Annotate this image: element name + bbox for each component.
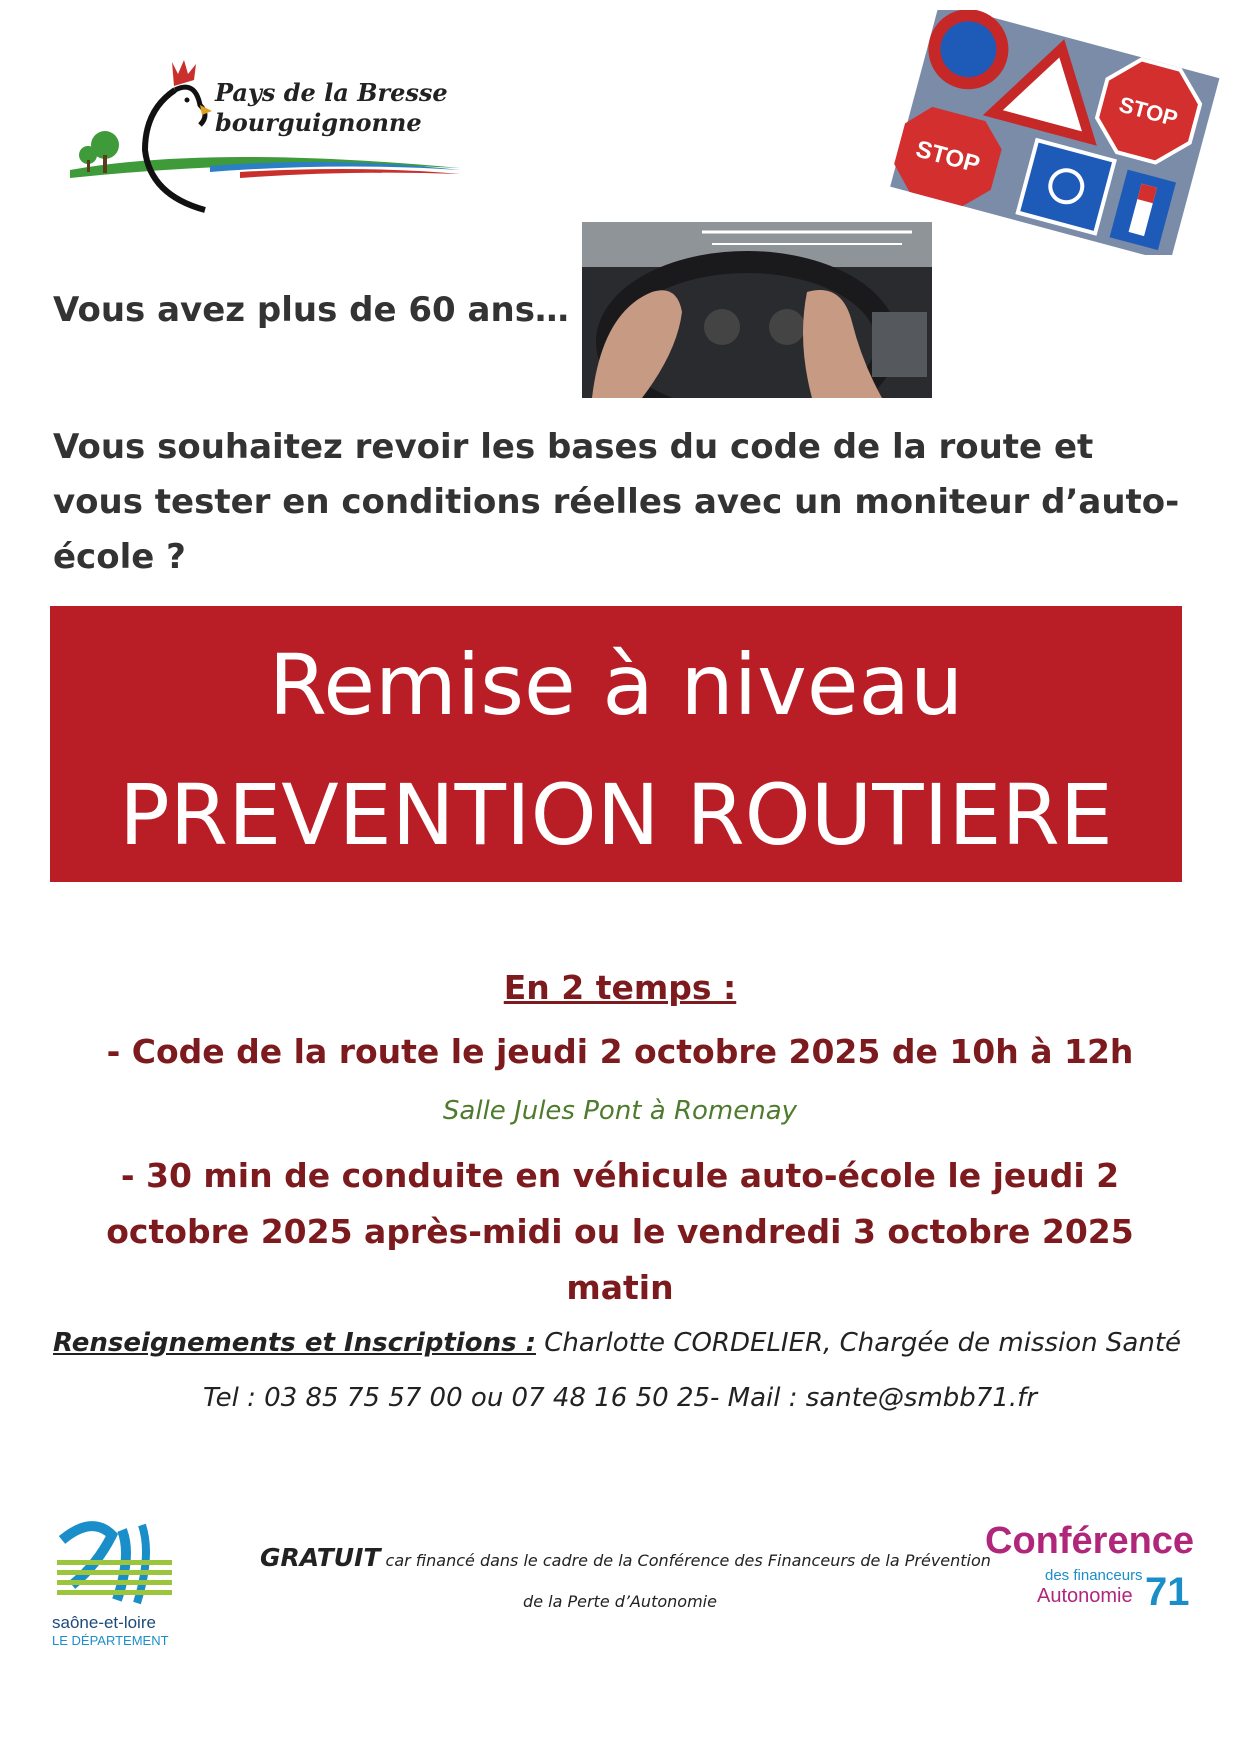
road-signs-photo <box>890 10 1225 255</box>
contact-label: Renseignements et Inscriptions : <box>53 1328 537 1358</box>
saone-logo-line2: LE DÉPARTEMENT <box>52 1633 169 1648</box>
gratuit-label: GRATUIT <box>260 1543 381 1572</box>
intro-paragraph: Vous souhaitez revoir les bases du code de la route et vous tester en conditions réelles avec un moniteur d’auto-école ? <box>53 427 1180 577</box>
conference-word: Conférence <box>985 1520 1195 1562</box>
logo-title-line1: Pays de la Bresse <box>215 78 448 107</box>
funding-text: car financé dans le cadre de la Conférence des Financeurs de la Prévention <box>380 1551 991 1570</box>
svg-text:STOP: STOP <box>912 135 983 179</box>
contact-details: Tel : 03 85 75 57 00 ou 07 48 16 50 25- Mail : sante@smbb71.fr <box>202 1383 1038 1413</box>
schedule-item-driving: - 30 min de conduite en véhicule auto-école le jeudi 2 octobre 2025 après-midi ou le vendredi 3 octobre 2025 matin <box>106 1156 1134 1307</box>
logo-pays-de-la-bresse <box>60 50 480 220</box>
logo-saone-et-loire <box>52 1515 177 1655</box>
funding-line1 <box>260 1543 991 1572</box>
conference-number: 71 <box>1145 1570 1190 1614</box>
contact-line <box>53 1328 1181 1358</box>
logo-conference-des-financeurs <box>985 1515 1195 1615</box>
contact-person: Charlotte CORDELIER, Chargée de mission Santé <box>536 1328 1182 1358</box>
conference-line2: des financeurs <box>1045 1567 1143 1584</box>
steering-wheel-photo <box>582 222 932 398</box>
schedule-heading: En 2 temps : <box>503 968 737 1007</box>
logo-title-line2: bourguignonne <box>215 108 422 137</box>
funding-line2: de la Perte d’Autonomie <box>523 1592 717 1611</box>
schedule-item-code: - Code de la route le jeudi 2 octobre 2025 de 10h à 12h <box>106 1032 1134 1071</box>
title-banner <box>50 606 1182 882</box>
banner-title-line2: PREVENTION ROUTIERE <box>119 766 1113 864</box>
venue-text: Salle Jules Pont à Romenay <box>442 1096 798 1126</box>
banner-title-line1: Remise à niveau <box>268 636 964 734</box>
intro-question: Vous avez plus de 60 ans… <box>53 290 569 330</box>
svg-text:STOP: STOP <box>1116 91 1181 132</box>
saone-logo-line1: saône-et-loire <box>52 1613 156 1632</box>
conference-line3: Autonomie <box>1037 1585 1133 1607</box>
